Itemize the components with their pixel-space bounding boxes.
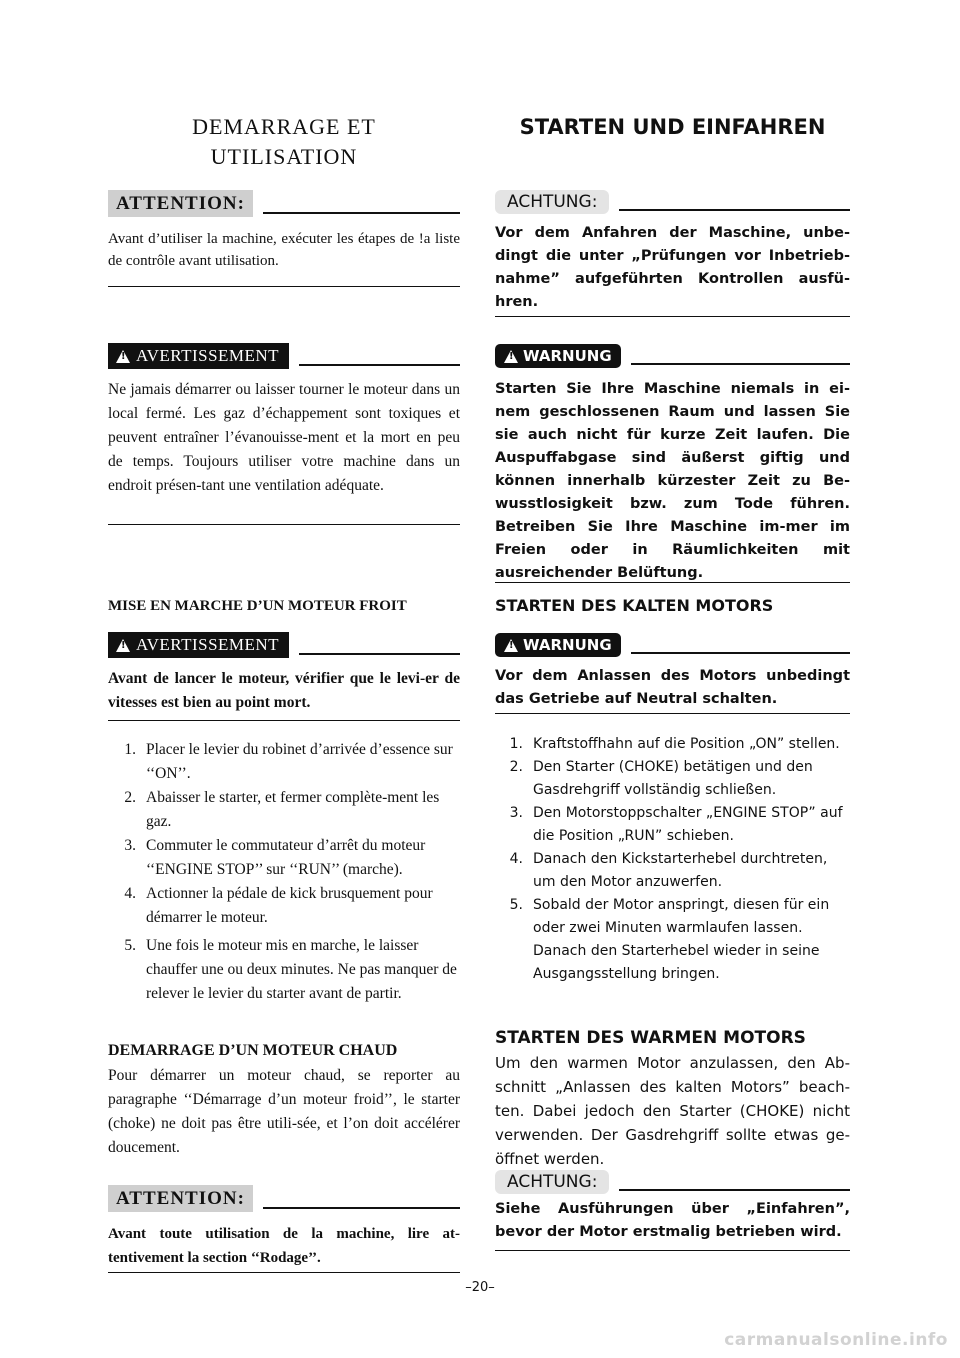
french-warning-text: Ne jamais démarrer ou laisser tourner le moteur dans un local fermé. Les gaz d’échappement sont toxiques et peuvent entraîner l’évanouisse-ment et la mort en peu de temps. Toujours utiliser votre machine dans un endroit présen-tant une ventilation adéquate. (108, 381, 460, 494)
german-warm-start-text: Um den warmen Motor anzulassen, den Ab-schnitt „Anlassen des kalten Motors” beach-ten. Dabei jedoch den Starter (CHOKE) nicht verwenden. Der Gasdrehgriff sollte etwas ge-öffnet werden. (495, 1054, 850, 1168)
german-warnung2-header (495, 633, 850, 657)
german-achtung-text: Vor dem Anfahren der Maschine, unbe-dingt die unter „Prüfungen vor Inbetrieb-nahme” aufgeführten Kontrollen ausfü-hren. (495, 225, 850, 310)
french-warm-start-heading: DEMARRAGE D’UN MOTEUR CHAUD (108, 1042, 398, 1059)
divider (108, 286, 460, 287)
header-rule (263, 212, 460, 214)
german-achtung2-header (495, 1170, 850, 1194)
page-number: –20– (465, 1280, 495, 1295)
french-warm-start-text: Pour démarrer un moteur chaud, se reporter au paragraphe ‘‘Démarrage d’un moteur froid’’, le starter (choke) ne doit pas être utili-sée, et l’on doit accélérer doucement. (108, 1067, 460, 1156)
french-warning-header (108, 343, 460, 369)
french-steps-list (108, 738, 460, 1006)
divider (495, 713, 850, 714)
warnung-badge: ! WARNUNG (495, 344, 621, 368)
divider (495, 316, 850, 317)
warning-triangle-icon (504, 350, 518, 363)
attention-badge: ATTENTION: (108, 190, 253, 217)
warning-badge: ! AVERTISSEMENT (108, 343, 289, 369)
list-item: 1. Kraftstoffhahn auf die Position „ON” stellen. (509, 736, 840, 752)
german-cold-start-heading: STARTEN DES KALTEN MOTORS (495, 596, 774, 615)
list-item: 2. Den Starter (CHOKE) betätigen und den Gasdrehgriff vollständig schließen. (509, 759, 813, 798)
french-cold-start-heading: MISE EN MARCHE D’UN MOTEUR FROIT (108, 598, 407, 614)
list-item: 5. Sobald der Motor anspringt, diesen für ein oder zwei Minuten warmlaufen lassen. Danach den Starterhebel wieder in seine Ausgangsstellung bringen. (509, 897, 830, 982)
german-warm-start-heading: STARTEN DES WARMEN MOTORS (495, 1028, 806, 1048)
divider (495, 1250, 850, 1251)
header-rule (631, 652, 850, 654)
list-item: 4. Actionner la pédale de kick brusquement pour démarrer le moteur. (124, 885, 433, 926)
french-attention2-header (108, 1185, 460, 1212)
list-item: 3. Commuter le commutateur d’arrêt du moteur ‘‘ENGINE STOP’’ sur ‘‘RUN’’ (marche). (124, 837, 426, 878)
attention-badge: ATTENTION: (108, 1185, 253, 1212)
list-item: 4. Danach den Kickstarterhebel durchtreten, um den Motor anzuwerfen. (509, 851, 828, 890)
warning-badge: ! AVERTISSEMENT (108, 632, 289, 658)
french-warning2-header (108, 632, 460, 658)
list-item: 3. Den Motorstoppschalter „ENGINE STOP” auf die Position „RUN” schieben. (509, 805, 843, 844)
french-attention-header (108, 190, 460, 217)
german-warnung2-text: Vor dem Anlassen des Motors unbedingt das Getriebe auf Neutral schalten. (495, 668, 850, 707)
german-title: STARTEN UND EINFAHREN (519, 115, 826, 139)
divider (108, 1272, 460, 1273)
header-rule (619, 1189, 850, 1191)
german-steps-list (495, 733, 850, 986)
achtung-badge: ACHTUNG: (495, 190, 609, 214)
list-item: 5. Une fois le moteur mis en marche, le laisser chauffer une ou deux minutes. Ne pas manquer de relever le levier du starter avant de partir. (124, 937, 457, 1002)
french-attention2-text: Avant toute utilisation de la machine, lire at-tentivement la section ‘‘Rodage’’. (108, 1226, 460, 1266)
divider (108, 720, 460, 721)
list-item: 2. Abaisser le starter, et fermer complète-ment les gaz. (124, 789, 440, 830)
german-achtung2-text: Siehe Ausführungen über „Einfahren”, bevor der Motor erstmalig betrieben wird. (495, 1201, 850, 1240)
french-title: DEMARRAGE ET UTILISATION (192, 114, 376, 169)
header-rule (263, 1207, 460, 1209)
divider (108, 524, 460, 525)
achtung-badge: ACHTUNG: (495, 1170, 609, 1194)
header-rule (299, 364, 460, 366)
german-achtung-header (495, 190, 850, 214)
french-attention-text: Avant d’utiliser la machine, exécuter les étapes de !a liste de contrôle avant utilisation. (108, 231, 460, 269)
warning-triangle-icon (116, 350, 130, 363)
german-warnung-text: Starten Sie Ihre Maschine niemals in ei-nem geschlossenen Raum und lassen Sie sie auch nicht für kurze Zeit laufen. Die Auspuffabgase sind äußerst giftig und können innerhalb kürzester Zeit zu Be-wusstlosigkeit bzw. zum Tode führen. Betreiben Sie Ihre Maschine im-mer im Freien oder in Räumlichkeiten mit ausreichender Belüftung. (495, 381, 850, 581)
list-item: 1. Placer le levier du robinet d’arrivée d’essence sur ‘‘ON’’. (124, 741, 453, 782)
warnung-badge: ! WARNUNG (495, 633, 621, 657)
header-rule (299, 653, 460, 655)
warning-triangle-icon (116, 639, 130, 652)
divider (495, 582, 850, 583)
french-warning2-text: Avant de lancer le moteur, vérifier que le levi-er de vitesses est bien au point mort. (108, 670, 460, 711)
header-rule (631, 363, 850, 365)
warning-triangle-icon (504, 639, 518, 652)
watermark: carmanualsonline.info (724, 1330, 948, 1350)
german-warnung-header (495, 344, 850, 368)
header-rule (619, 209, 850, 211)
